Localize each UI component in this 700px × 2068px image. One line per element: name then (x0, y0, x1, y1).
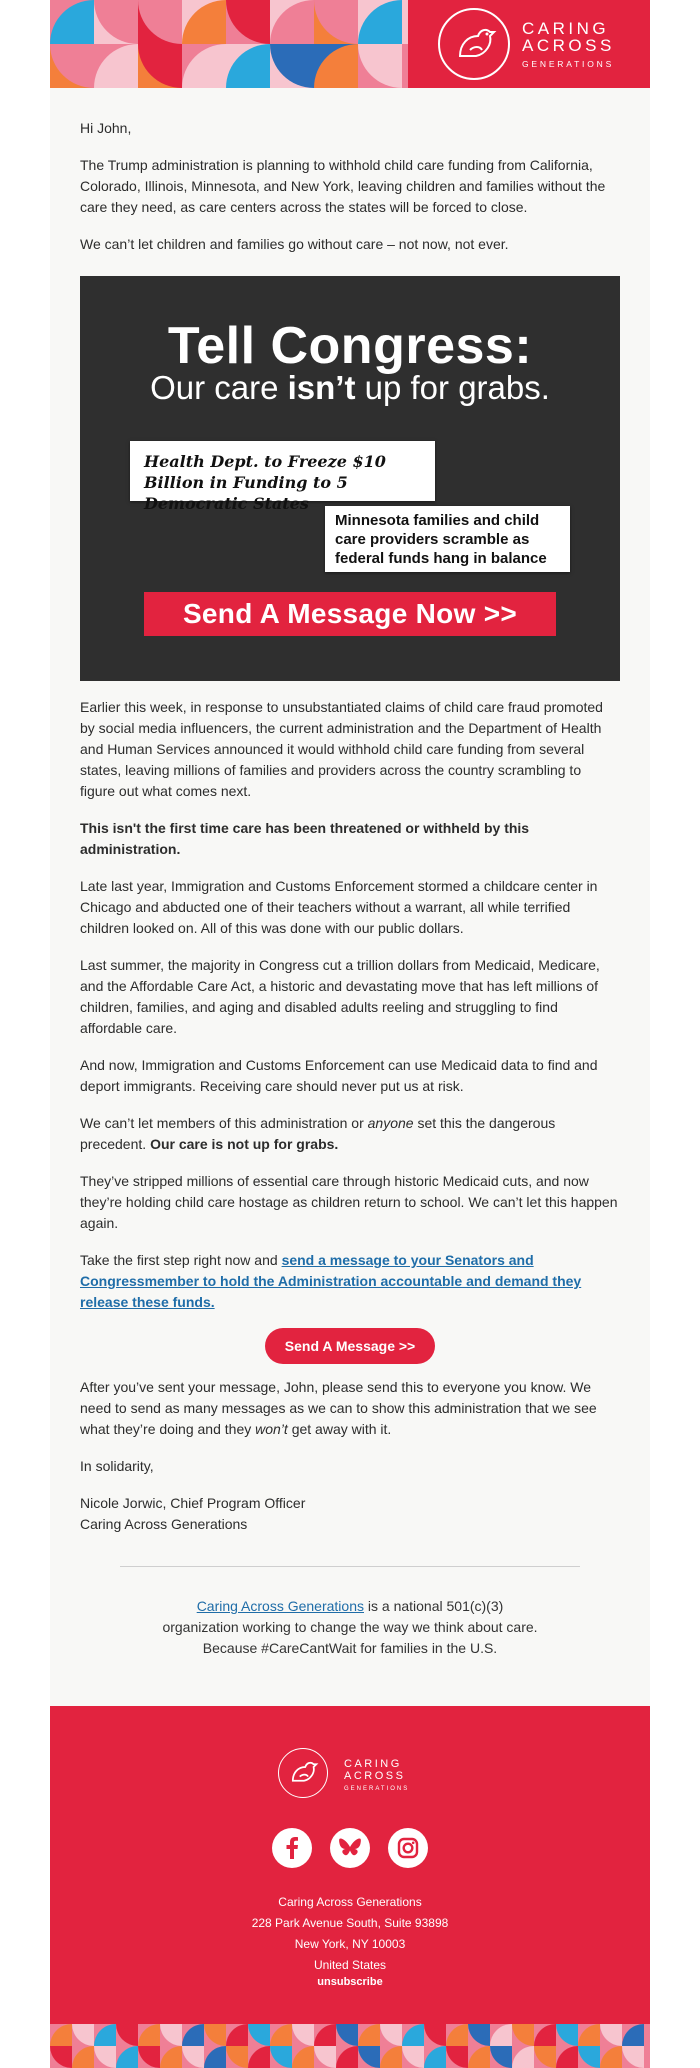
brand-logo[interactable] (408, 0, 650, 88)
about-line1-post: is a national 501(c)(3) (364, 1598, 504, 1614)
closing-em: won’t (255, 1421, 288, 1437)
brand-line2: ACROSS (522, 36, 615, 55)
body-paragraph-2: This isn't the first time care has been threatened or withheld by this administration. (80, 820, 530, 857)
facebook-icon[interactable] (272, 1828, 312, 1868)
about-line-1 (110, 1596, 590, 1617)
body-paragraph-4: Last summer, the majority in Congress cut a trillion dollars from Medicaid, Medicare, and the Affordable Care Act, a historic and devastating move that has left millions of children, families, and aging and disabled adults reeling and struggling to find affordable care. (80, 957, 600, 1036)
footer-pattern (50, 2024, 650, 2068)
banner-subtitle-pre: Our care (150, 369, 288, 406)
social-links (272, 1828, 428, 1868)
banner-send-message-button[interactable]: Send A Message Now >> (144, 592, 556, 636)
bird-logo-icon (438, 8, 510, 80)
brand-line1: CARING (522, 19, 610, 38)
p6-bold: Our care is not up for grabs. (150, 1136, 339, 1152)
footer-brand-line1: CARING (344, 1758, 402, 1770)
greeting: Hi John, (80, 120, 132, 136)
p8-pre: Take the first step right now and (80, 1252, 282, 1268)
banner-subtitle-post: up for grabs. (355, 369, 550, 406)
brand-wordmark (522, 20, 615, 73)
closing-section (80, 1377, 620, 1551)
footer-brand-line2: ACROSS (344, 1770, 406, 1782)
instagram-icon[interactable] (388, 1828, 428, 1868)
closing-pre: After you’ve sent your message, John, please send this to everyone you know. We need to send as many messages as we can to show this administration that we see what they’re doing and they (80, 1379, 597, 1437)
footer-bird-logo-icon[interactable] (278, 1748, 328, 1798)
divider (120, 1566, 580, 1567)
body-paragraph-3: Late last year, Immigration and Customs Enforcement stormed a childcare center in Chicago and abducted one of their teachers without a warrant, all while terrified children looked on. All of this was done with our public dollars. (80, 878, 598, 936)
address-line-2: 228 Park Avenue South, Suite 93898 (251, 1916, 449, 1930)
body-paragraph-6 (80, 1113, 620, 1155)
email-header (50, 0, 650, 88)
campaign-banner[interactable] (80, 276, 620, 681)
closing-post: get away with it. (287, 1421, 392, 1437)
footer-address (50, 1892, 650, 1976)
org-link[interactable]: Caring Across Generations (196, 1598, 364, 1614)
intro-paragraph-1: The Trump administration is planning to withhold child care funding from California, Colorado, Illinois, Minnesota, and New York, leaving children and families without the care they need, as care centers across the states will be forced to close. (80, 157, 606, 215)
send-message-link[interactable]: send a message to your Senators and Congressmember to hold the Administration accountable and demand they release these funds. (80, 1252, 582, 1310)
intro-paragraph-2: We can’t let children and families go without care – not now, not ever. (80, 236, 509, 252)
send-message-button[interactable]: Send A Message >> (265, 1328, 435, 1364)
footer-brand-line3: GENERATIONS (344, 1786, 410, 1792)
body-paragraph-7: They’ve stripped millions of essential care through historic Medicaid cuts, and now they’re holding child care hostage as children return to school. We can’t let this happen again. (80, 1173, 618, 1231)
about-line-3: Because #CareCantWait for families in the U.S. (202, 1640, 498, 1656)
signature-name: Nicole Jorwic, Chief Program Officer (80, 1495, 306, 1511)
news-clipping-headline-1: Health Dept. to Freeze $10 Billion in Funding to 5 Democratic States (130, 441, 435, 501)
closing-paragraph (80, 1377, 620, 1440)
about-line-2: organization working to change the way we think about care. (162, 1619, 538, 1635)
signature-org: Caring Across Generations (80, 1516, 248, 1532)
p6-mid: set this the dangerous precedent. (80, 1115, 556, 1152)
footer-wordmark (344, 1758, 409, 1795)
news-clipping-headline-2: Minnesota families and child care providers scramble as federal funds hang in balance (325, 506, 570, 572)
p6-em: anyone (367, 1115, 414, 1131)
email-footer (50, 1706, 650, 2024)
banner-subtitle (80, 368, 620, 408)
unsubscribe-link[interactable]: unsubscribe (317, 1976, 383, 1988)
body-paragraph-8 (80, 1250, 620, 1313)
p6-pre: We can’t let members of this administration or (80, 1115, 368, 1131)
signoff: In solidarity, (80, 1458, 154, 1474)
address-line-4: United States (313, 1958, 387, 1972)
address-line-1: Caring Across Generations (278, 1895, 422, 1909)
bluesky-icon[interactable] (330, 1828, 370, 1868)
body-section (80, 697, 620, 1329)
about-blurb (110, 1596, 590, 1659)
body-paragraph-1: Earlier this week, in response to unsubstantiated claims of child care fraud promoted by social media influencers, the current administration and the Department of Health and Human Services announced it would withhold child care funding from several states, leaving millions of families and providers across the country scrambling to figure out what comes next. (80, 699, 603, 799)
brand-line3: GENERATIONS (522, 59, 615, 69)
banner-subtitle-bold: isn’t (287, 369, 356, 406)
address-line-3: New York, NY 10003 (294, 1937, 406, 1951)
header-pattern (50, 0, 408, 88)
banner-title: Tell Congress: (167, 317, 533, 375)
intro-section (80, 118, 620, 271)
email-container (50, 0, 650, 2068)
body-paragraph-5: And now, Immigration and Customs Enforcement can use Medicaid data to find and deport immigrants. Receiving care should never put us at risk. (80, 1057, 598, 1094)
